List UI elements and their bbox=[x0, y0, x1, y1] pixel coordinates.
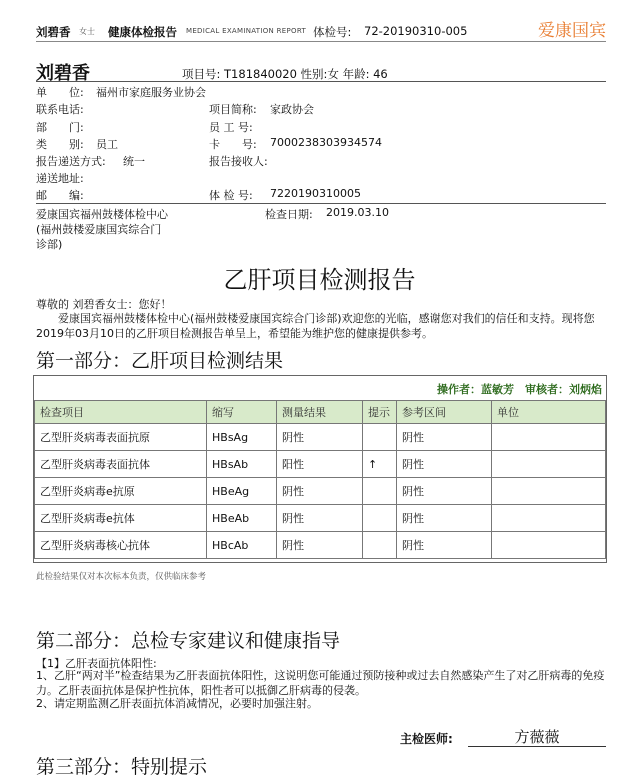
header-exam-number: 72-20190310-005 bbox=[364, 24, 468, 38]
header-patient-name: 刘碧香 bbox=[36, 25, 71, 39]
col-abbr: 缩写 bbox=[207, 401, 277, 424]
cell-item: 乙型肝炎病毒表面抗体 bbox=[35, 451, 207, 478]
table-row bbox=[35, 424, 606, 451]
table-row bbox=[35, 532, 606, 559]
part1-heading: 第一部分：乙肝项目检测结果 bbox=[36, 350, 284, 372]
cell-abbr: HBsAb bbox=[207, 451, 277, 478]
exam-date-value: 2019.03.10 bbox=[326, 206, 389, 219]
exam-date-label: 检查日期: bbox=[265, 208, 313, 221]
exam-no-value: 7220190310005 bbox=[270, 187, 361, 200]
cell-result: 阴性 bbox=[277, 505, 363, 532]
col-result: 测量结果 bbox=[277, 401, 363, 424]
unit-value: 福州市家庭服务业协会 bbox=[96, 86, 206, 99]
phone-label: 联系电话: bbox=[36, 103, 84, 116]
advice-item-title: 【1】乙肝表面抗体阳性: bbox=[36, 657, 157, 670]
unit-label: 单 位: bbox=[36, 86, 84, 99]
cell-abbr: HBeAb bbox=[207, 505, 277, 532]
intro-paragraph: 爱康国宾福州鼓楼体检中心(福州鼓楼爱康国宾综合门诊部)欢迎您的光临，感谢您对我们的信任和支持。现将您2019年03月10日的乙肝项目检测报告单呈上，希望能为维护您的健康提供参考。 bbox=[36, 312, 595, 340]
chief-doctor-label: 主检医师: bbox=[400, 732, 453, 746]
cell-abbr: HBeAg bbox=[207, 478, 277, 505]
table-row bbox=[35, 505, 606, 532]
cell-reference: 阴性 bbox=[397, 424, 492, 451]
result-disclaimer: 此检验结果仅对本次标本负责，仅供临床参考 bbox=[36, 572, 207, 582]
cell-reference: 阴性 bbox=[397, 478, 492, 505]
cell-unit bbox=[492, 424, 606, 451]
cell-reference: 阴性 bbox=[397, 532, 492, 559]
cell-hint bbox=[363, 424, 397, 451]
cell-result: 阴性 bbox=[277, 478, 363, 505]
divider bbox=[36, 203, 606, 204]
cell-result: 阴性 bbox=[277, 424, 363, 451]
delivery-method-value: 统一 bbox=[123, 155, 145, 168]
header-title: 健康体检报告 bbox=[108, 25, 177, 39]
short-name-label: 项目简称: bbox=[209, 103, 257, 116]
col-reference: 参考区间 bbox=[397, 401, 492, 424]
greeting: 尊敬的 刘碧香女士：您好！ bbox=[36, 298, 172, 311]
cell-hint bbox=[363, 532, 397, 559]
cell-abbr: HBsAg bbox=[207, 424, 277, 451]
cell-item: 乙型肝炎病毒核心抗体 bbox=[35, 532, 207, 559]
staff-no-label: 员 工 号: bbox=[209, 121, 253, 134]
category-label: 类 别: bbox=[36, 138, 84, 151]
cell-hint bbox=[363, 505, 397, 532]
cell-hint bbox=[363, 478, 397, 505]
exam-center-line1: 爱康国宾福州鼓楼体检中心 bbox=[36, 208, 168, 221]
cell-reference: 阴性 bbox=[397, 505, 492, 532]
table-row bbox=[35, 478, 606, 505]
table-header-row bbox=[35, 401, 606, 424]
cell-result: 阳性 bbox=[277, 451, 363, 478]
cell-item: 乙型肝炎病毒表面抗原 bbox=[35, 424, 207, 451]
doctor-signature: 方薇薇 bbox=[514, 728, 560, 746]
col-hint: 提示 bbox=[363, 401, 397, 424]
cell-hint: ↑ bbox=[363, 451, 397, 478]
cell-item: 乙型肝炎病毒e抗体 bbox=[35, 505, 207, 532]
cell-result: 阴性 bbox=[277, 532, 363, 559]
patient-name: 刘碧香 bbox=[36, 63, 90, 84]
brand-logo: 爱康国宾 bbox=[538, 21, 606, 41]
col-unit: 单位 bbox=[492, 401, 606, 424]
part2-heading: 第二部分：总检专家建议和健康指导 bbox=[36, 630, 341, 652]
card-label: 卡 号: bbox=[209, 138, 257, 151]
header-english-title: MEDICAL EXAMINATION REPORT bbox=[186, 27, 307, 35]
patient-info-line: 项目号: T181840020 性别:女 年龄: 46 bbox=[182, 67, 388, 81]
cell-item: 乙型肝炎病毒e抗原 bbox=[35, 478, 207, 505]
header-exam-label: 体检号: bbox=[313, 25, 352, 39]
card-value: 7000238303934574 bbox=[270, 136, 382, 149]
part3-heading: 第三部分：特别提示 bbox=[36, 756, 208, 778]
signature-line bbox=[468, 746, 606, 747]
zip-label: 邮 编: bbox=[36, 189, 84, 202]
operator-reviewer: 操作者：蓝敏芳 审核者：刘炳焰 bbox=[437, 383, 602, 396]
receiver-label: 报告接收人: bbox=[209, 155, 268, 168]
report-title: 乙肝项目检测报告 bbox=[223, 266, 416, 294]
divider bbox=[36, 81, 606, 82]
results-panel bbox=[33, 375, 607, 563]
results-table bbox=[34, 400, 606, 559]
table-row bbox=[35, 451, 606, 478]
category-value: 员工 bbox=[96, 138, 118, 151]
cell-reference: 阴性 bbox=[397, 451, 492, 478]
exam-center-line2: (福州鼓楼爱康国宾综合门 bbox=[36, 223, 162, 236]
cell-abbr: HBcAb bbox=[207, 532, 277, 559]
cell-unit bbox=[492, 532, 606, 559]
header-gender: 女士 bbox=[79, 27, 95, 36]
report-header bbox=[36, 20, 606, 42]
delivery-method-label: 报告递送方式: bbox=[36, 155, 106, 168]
cell-unit bbox=[492, 451, 606, 478]
advice-item-text: 1、乙肝“两对半”检查结果为乙肝表面抗体阳性，这说明您可能通过预防接种或过去自然感染产生了对乙肝病毒的免疫力。乙肝表面抗体是保护性抗体，阳性者可以抵御乙肝病毒的侵袭。 bbox=[36, 669, 605, 697]
short-name-value: 家政协会 bbox=[270, 103, 314, 116]
cell-unit bbox=[492, 505, 606, 532]
exam-center-line3: 诊部) bbox=[36, 238, 63, 251]
department-label: 部 门: bbox=[36, 121, 84, 134]
advice-item-text-2: 2、请定期监测乙肝表面抗体消减情况，必要时加强注射。 bbox=[36, 697, 318, 710]
exam-no-label: 体 检 号: bbox=[209, 189, 253, 202]
delivery-address-label: 递送地址: bbox=[36, 172, 84, 185]
cell-unit bbox=[492, 478, 606, 505]
col-item: 检查项目 bbox=[35, 401, 207, 424]
